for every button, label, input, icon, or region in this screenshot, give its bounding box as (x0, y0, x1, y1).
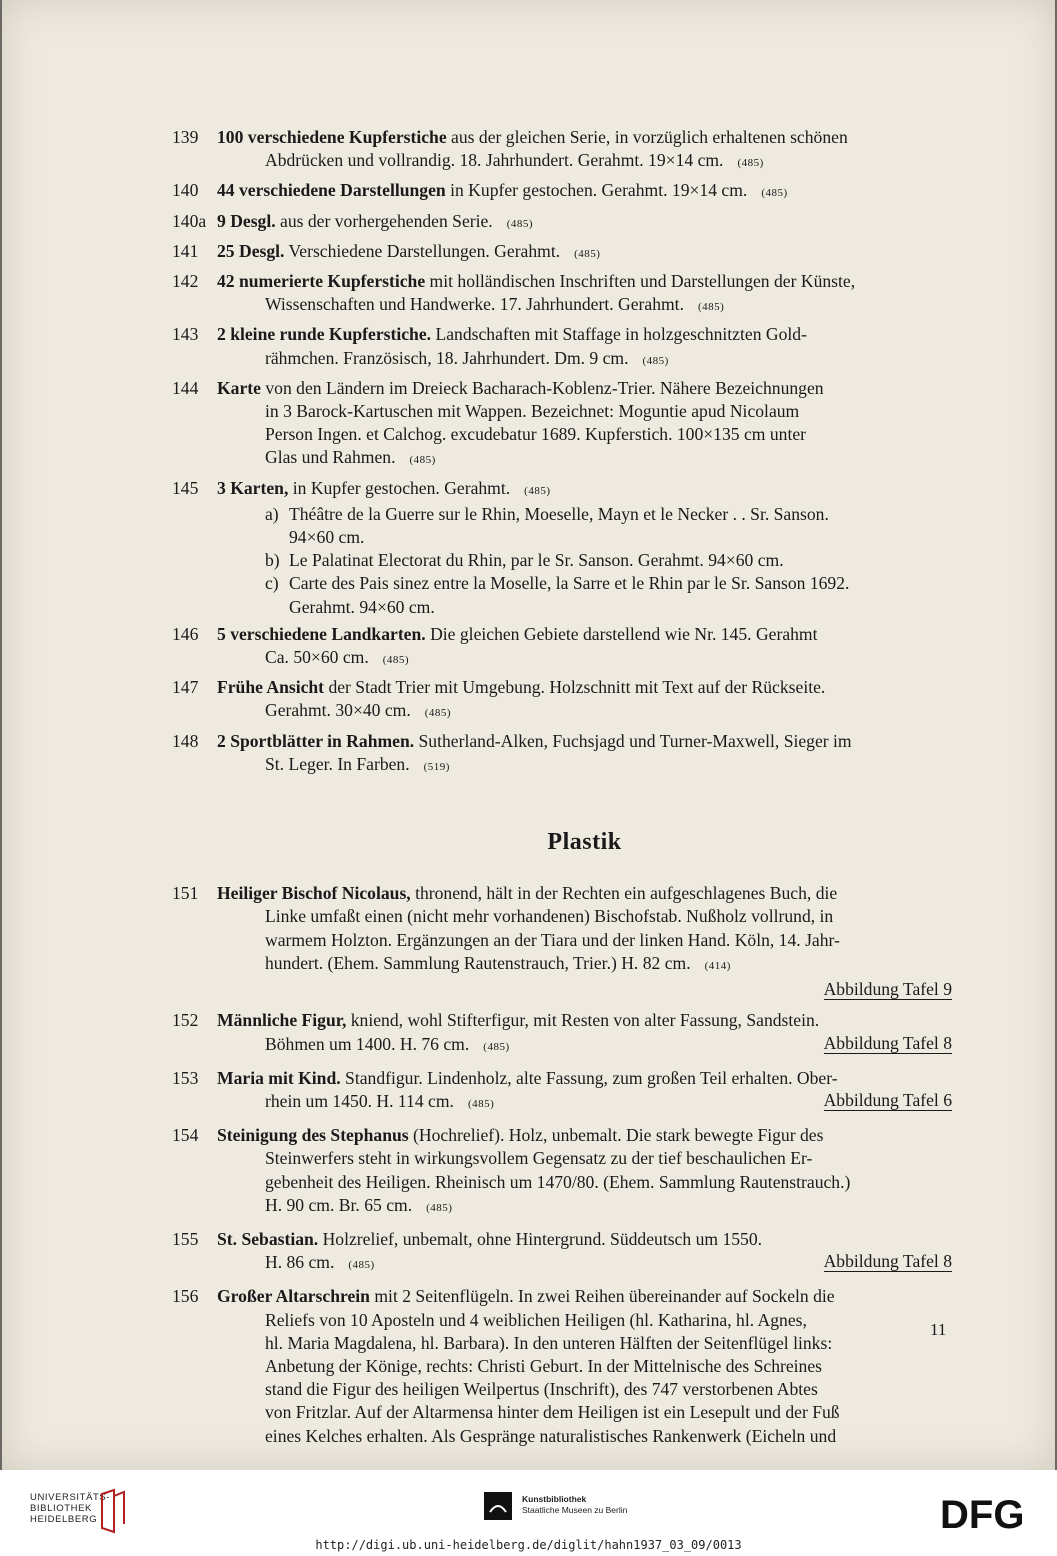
entry-ref: (485) (697, 301, 725, 314)
entry-title: Karte (217, 377, 261, 398)
entry-continuation-text: rhein um 1450. H. 114 cm. (265, 1090, 454, 1111)
sub-item-text: Carte des Pais sinez entre la Moselle, la Sarre et le Rhin par le Sr. Sanson 1692. (289, 573, 850, 594)
entry-continuation-last (217, 699, 952, 725)
entry-title: 2 kleine runde Kupferstiche. (217, 324, 432, 345)
entry-number: 140 (172, 180, 199, 201)
entry-title: Heiliger Bischof Nicolaus, (217, 883, 411, 904)
sculpture-entry (162, 1228, 952, 1277)
entry-text: thronend, hält in der Rechten ein aufgeschlagenes Buch, die (410, 883, 838, 904)
entry-continuation: in 3 Barock-Kartuschen mit Wappen. Bezeichnet: Moguntie apud Nicolaum (265, 401, 800, 422)
entry-continuation-last (217, 952, 952, 978)
entry-continuation-last (217, 1251, 952, 1277)
entry-number: 153 (172, 1067, 199, 1088)
entry-text: Holzrelief, unbemalt, ohne Hintergrund. Süddeutsch um 1550. (318, 1228, 763, 1249)
entry-first-line (217, 1285, 952, 1308)
entry-ref: (485) (506, 217, 534, 230)
entry-continuation-last (217, 753, 952, 779)
entry-first-line (217, 240, 952, 266)
sculpture-entry (162, 1009, 952, 1058)
illustration-ref: Abbildung Tafel 8 (823, 1251, 952, 1272)
page-number: 11 (930, 1320, 947, 1339)
sub-item-text: Le Palatinat Electorat du Rhin, par le Sr. Sanson. Gerahmt. 94×60 cm. (289, 550, 784, 571)
catalog-entry (162, 623, 952, 672)
illustration-ref-line (217, 978, 952, 1001)
entry-continuation-text: Glas und Rahmen. (265, 447, 396, 468)
entry-continuation-last (217, 293, 952, 319)
entry-number: 155 (172, 1228, 199, 1249)
entry-number: 148 (172, 730, 199, 751)
entry-first-line (217, 179, 952, 205)
entry-first-line (217, 126, 952, 149)
entry-first-line (217, 1067, 952, 1090)
entry-continuation-last (217, 1425, 952, 1448)
catalog-entry (162, 477, 952, 619)
entry-text: (Hochrelief). Holz, unbemalt. Die stark bewegte Figur des (408, 1125, 824, 1146)
entry-continuation-text: hundert. (Ehem. Sammlung Rautenstrauch, Trier.) H. 82 cm. (265, 952, 691, 973)
entry-title: Frühe Ansicht (217, 677, 325, 698)
sub-item (217, 549, 952, 572)
entry-first-line (217, 1009, 952, 1032)
entry-ref: (485) (642, 354, 669, 367)
section-heading: Plastik (547, 829, 622, 856)
entry-number: 140a (172, 210, 207, 231)
entry-title: 5 verschiedene Landkarten. (217, 623, 426, 644)
dfg-logo-text: DFG (940, 1493, 1025, 1532)
university-library-icon (98, 1488, 126, 1534)
entry-continuation: hl. Maria Magdalena, hl. Barbara). In den unteren Hälften der Seitenflügel links: (265, 1332, 833, 1353)
entry-number: 139 (172, 127, 199, 147)
entry-text: kniend, wohl Stifterfigur, mit Resten von alter Fassung, Sandstein. (346, 1010, 820, 1031)
entry-ref: (485) (424, 707, 452, 720)
page-content (162, 126, 952, 1456)
catalog-entry (162, 210, 952, 236)
entry-continuation: Steinwerfers steht in wirkungsvollem Gegensatz zu der tief beschaulichen Er- (265, 1148, 813, 1169)
entry-title: 3 Karten, (217, 477, 289, 498)
entry-number: 141 (172, 240, 199, 261)
kunstbibliothek-logo[interactable]: Kunstbibliothek Staatliche Museen zu Berlin (522, 1494, 628, 1515)
entry-title: Steinigung des Stephanus (217, 1125, 409, 1146)
entry-continuation: Reliefs von 10 Aposteln und 4 weiblichen Heiligen (hl. Katharina, hl. Agnes, (265, 1309, 807, 1330)
entry-text: von den Ländern im Dreieck Bacharach-Koblenz-Trier. Nähere Bezeichnungen (260, 377, 824, 398)
sub-item-text-2: 94×60 cm. (289, 527, 365, 548)
university-library-logo[interactable]: UNIVERSITÄTS- BIBLIOTHEK HEIDELBERG (30, 1492, 111, 1525)
entry-title: 100 verschiedene Kupferstiche (217, 127, 447, 147)
entry-continuation: gebenheit des Heiligen. Rheinisch um 1470/80. (Ehem. Sammlung Rautenstrauch.) (265, 1171, 851, 1192)
footer-bar (0, 1470, 1057, 1556)
entry-first-line (217, 882, 952, 905)
entry-ref: (485) (483, 1040, 510, 1053)
entry-continuation-text: Wissenschaften und Handwerke. 17. Jahrhundert. Gerahmt. (265, 294, 684, 315)
entry-continuation-text: Böhmen um 1400. H. 76 cm. (265, 1033, 470, 1054)
entry-continuation-text: rähmchen. Französisch, 18. Jahrhundert. Dm. 9 cm. (265, 347, 629, 368)
entry-ref: (485) (467, 1097, 495, 1110)
illustration-ref: Abbildung Tafel 6 (823, 1089, 952, 1110)
entry-continuation: Linke umfaßt einen (nicht mehr vorhandenen) Bischofstab. Nußholz vollrund, in (265, 906, 834, 927)
entry-first-line (217, 623, 952, 646)
entry-ref: (485) (382, 654, 410, 667)
entry-number: 151 (172, 883, 199, 904)
entry-text: Verschiedene Darstellungen. Gerahmt. (284, 240, 561, 261)
entry-title: 2 Sportblätter in Rahmen. (217, 730, 415, 751)
entry-first-line (217, 477, 952, 503)
entry-continuation-last (217, 149, 952, 175)
catalog-entry (162, 270, 952, 319)
entry-text: mit holländischen Inschriften und Darstellungen der Künste, (425, 271, 856, 292)
plastik-entries (162, 882, 952, 1455)
entry-title: Männliche Figur, (217, 1010, 347, 1031)
catalog-entry (162, 179, 952, 205)
entry-continuation-last (217, 446, 952, 472)
catalog-entry (162, 730, 952, 779)
entry-continuation-text: Ca. 50×60 cm. (265, 647, 369, 668)
entry-continuation-last (217, 646, 952, 672)
permalink-url[interactable]: http://digi.ub.uni-heidelberg.de/diglit/hahn1937_03_09/0013 (315, 1538, 742, 1552)
sub-item-label: b) (265, 550, 280, 571)
sculpture-entry (162, 1124, 952, 1220)
catalog-entry (162, 126, 952, 175)
entry-title: St. Sebastian. (217, 1228, 319, 1249)
sculpture-entry (162, 882, 952, 1001)
entry-first-line (217, 210, 952, 236)
entry-ref: (485) (574, 247, 601, 260)
sub-item (217, 572, 952, 618)
entry-continuation: Person Ingen. et Calchog. excudebatur 1689. Kupferstich. 100×135 cm unter (265, 424, 807, 445)
entry-continuation-text: eines Kelches erhalten. Als Gespränge naturalistisches Rankenwerk (Eicheln und (265, 1425, 837, 1446)
sub-item-label: c) (265, 573, 279, 594)
entry-text: der Stadt Trier mit Umgebung. Holzschnitt mit Text auf der Rückseite. (324, 677, 826, 698)
catalog-entry (162, 676, 952, 725)
catalog-entry (162, 240, 952, 266)
entry-title: Maria mit Kind. (217, 1067, 341, 1088)
entry-text: Die gleichen Gebiete darstellend wie Nr. 145. Gerahmt (425, 623, 818, 644)
entry-number: 143 (172, 324, 199, 345)
entry-ref: (485) (524, 484, 551, 497)
entry-number: 142 (172, 271, 199, 292)
entry-continuation-last (217, 1194, 952, 1220)
entry-text: aus der vorhergehenden Serie. (275, 210, 493, 231)
entry-title: 25 Desgl. (217, 240, 285, 261)
entry-text: Standfigur. Lindenholz, alte Fassung, zum großen Teil erhalten. Ober- (340, 1067, 838, 1088)
entry-text: Sutherland-Alken, Fuchsjagd und Turner-Maxwell, Sieger im (414, 730, 852, 751)
entry-first-line (217, 270, 952, 293)
sub-item-label: a) (265, 503, 279, 524)
entry-title: 9 Desgl. (217, 210, 276, 231)
document-page (2, 0, 1055, 1470)
entry-ref: (485) (409, 454, 436, 467)
entry-number: 156 (172, 1286, 199, 1307)
entry-ref: (485) (761, 187, 788, 200)
entry-first-line (217, 377, 952, 400)
sculpture-entry (162, 1285, 952, 1447)
entry-title: 42 numerierte Kupferstiche (217, 271, 426, 292)
entry-number: 147 (172, 677, 199, 698)
entry-ref: (519) (423, 760, 450, 773)
entry-number: 152 (172, 1010, 199, 1031)
entry-continuation-text: Gerahmt. 30×40 cm. (265, 700, 411, 721)
illustration-ref: Abbildung Tafel 8 (823, 1032, 952, 1053)
entry-continuation: stand die Figur des heiligen Weilpertus (Inschrift), des 747 verstorbenen Abtes (265, 1379, 818, 1400)
entry-number: 144 (172, 377, 199, 398)
entry-continuation-text: Abdrücken und vollrandig. 18. Jahrhundert. Gerahmt. 19×14 cm. (265, 150, 724, 171)
sculpture-entry (162, 1067, 952, 1116)
entry-number: 146 (172, 623, 199, 644)
entry-continuation-last (217, 347, 952, 373)
entry-number: 154 (172, 1125, 199, 1146)
entry-continuation-text: H. 86 cm. (265, 1252, 335, 1273)
entry-text: in Kupfer gestochen. Gerahmt. (288, 477, 511, 498)
entry-continuation-last (217, 1033, 952, 1059)
entry-title: 44 verschiedene Darstellungen (217, 180, 446, 201)
entry-continuation-text: St. Leger. In Farben. (265, 753, 410, 774)
catalog-entry (162, 377, 952, 473)
sub-item-text-2: Gerahmt. 94×60 cm. (289, 596, 435, 617)
kunstbibliothek-icon (484, 1492, 512, 1520)
entry-first-line (217, 1228, 952, 1251)
entry-text: Landschaften mit Staffage in holzgeschnitzten Gold- (431, 324, 807, 345)
entry-ref: (485) (737, 157, 764, 170)
entry-continuation-text: H. 90 cm. Br. 65 cm. (265, 1194, 413, 1215)
catalog-entry (162, 323, 952, 372)
entry-continuation: Anbetung der Könige, rechts: Christi Geburt. In der Mittelnische des Schreines (265, 1355, 823, 1376)
entry-ref: (485) (348, 1259, 375, 1272)
entry-text: mit 2 Seitenflügeln. In zwei Reihen übereinander auf Sockeln die (369, 1286, 835, 1307)
entry-number: 145 (172, 477, 199, 498)
sub-item-text: Théâtre de la Guerre sur le Rhin, Moeselle, Mayn et le Necker . . Sr. Sanson. (289, 503, 829, 524)
entry-ref: (485) (426, 1201, 453, 1214)
entry-first-line (217, 676, 952, 699)
catalog-entries (162, 126, 952, 783)
entry-first-line (217, 323, 952, 346)
entry-title: Großer Altarschrein (217, 1286, 370, 1307)
entry-continuation: von Fritzlar. Auf der Altarmensa hinter dem Heiligen ist ein Lesepult und der Fuß (265, 1402, 840, 1423)
entry-first-line (217, 1124, 952, 1147)
entry-continuation-last (217, 1090, 952, 1116)
entry-ref: (414) (704, 959, 731, 972)
entry-text: aus der gleichen Serie, in vorzüglich erhaltenen schönen (446, 127, 848, 147)
dfg-logo[interactable] (940, 1492, 1040, 1532)
sub-item (217, 503, 952, 549)
entry-continuation: warmem Holzton. Ergänzungen an der Tiara und der linken Hand. Köln, 14. Jahr- (265, 929, 840, 950)
illustration-ref: Abbildung Tafel 9 (823, 979, 952, 1000)
entry-first-line (217, 730, 952, 753)
entry-text: in Kupfer gestochen. Gerahmt. 19×14 cm. (445, 180, 748, 201)
